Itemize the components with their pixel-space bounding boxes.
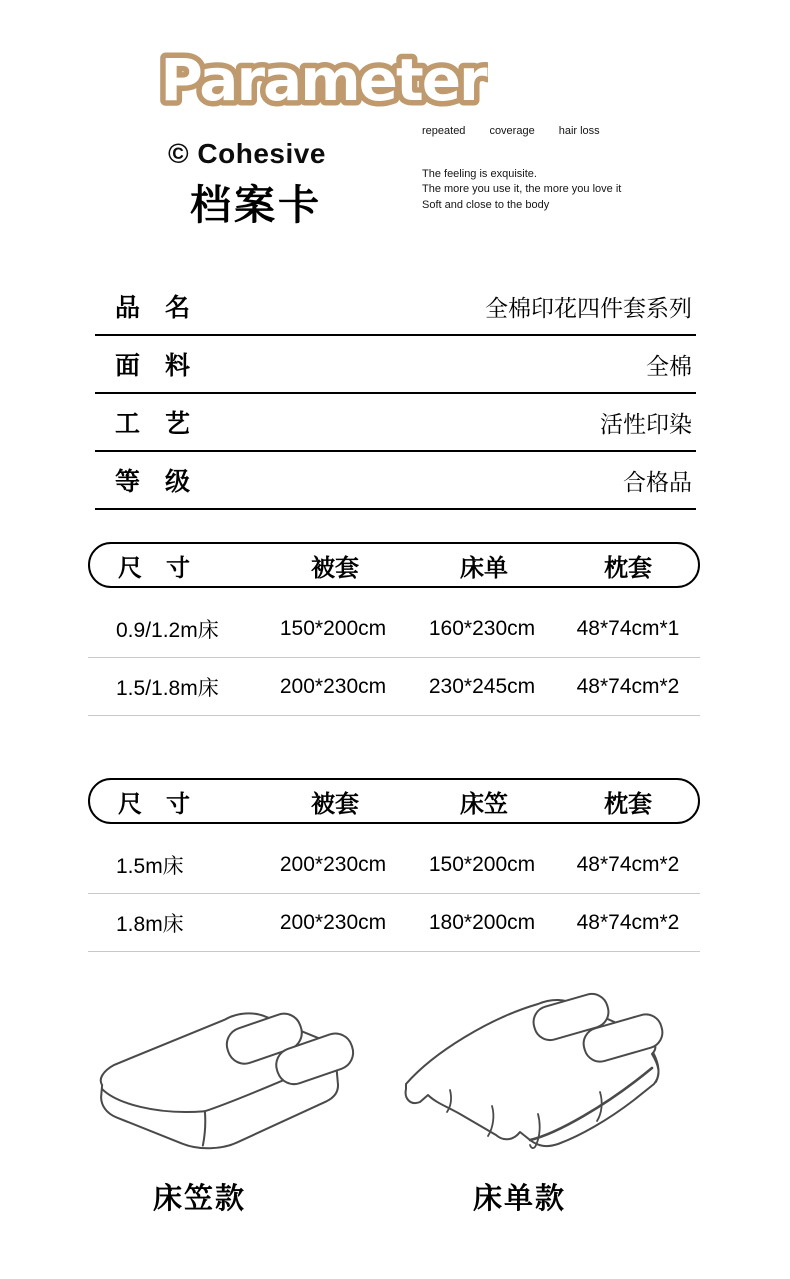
spec-label: 品 名 (115, 294, 191, 322)
spec-value: 全棉印花四件套系列 (485, 294, 692, 321)
column-header-size: 尺 寸 (118, 554, 190, 582)
column-header-flat-sheet: 床单 (460, 554, 508, 582)
cell-duvet-cover: 200*230cm (279, 674, 387, 698)
cell-duvet-cover: 200*230cm (279, 852, 387, 876)
cell-bed-size: 1.5m床 (116, 854, 184, 878)
cell-fitted-sheet: 150*200cm (428, 852, 536, 876)
keyword-hair-loss: hair loss (558, 125, 600, 137)
cell-bed-size: 0.9/1.2m床 (116, 618, 219, 642)
spec-value: 活性印染 (600, 410, 692, 437)
cell-pillowcase: 48*74cm*2 (576, 910, 680, 934)
column-header-duvet-cover: 被套 (311, 790, 359, 818)
tagline-line: The more you use it, the more you love it (422, 183, 622, 196)
table-row (88, 600, 700, 658)
column-header-fitted-sheet: 床笠 (460, 790, 508, 818)
tagline (422, 167, 621, 213)
size-table-header-pill (88, 778, 700, 824)
cell-bed-size: 1.5/1.8m床 (116, 676, 219, 700)
tagline-line: The feeling is exquisite. (422, 168, 537, 180)
fitted-sheet-bed-illustration (86, 1000, 358, 1162)
card-name: 档案卡 (190, 182, 322, 228)
size-table-rows (88, 836, 700, 952)
cell-pillowcase: 48*74cm*2 (576, 852, 680, 876)
size-table-fitted-sheet-set (88, 778, 700, 952)
table-row (88, 836, 700, 894)
size-table-flat-sheet-set (88, 542, 700, 716)
parameter-title (158, 36, 488, 120)
cell-pillowcase: 48*74cm*2 (576, 674, 680, 698)
cell-flat-sheet: 160*230cm (428, 616, 536, 640)
spec-label: 等 级 (115, 468, 191, 496)
keyword-list (422, 125, 600, 137)
table-row (88, 658, 700, 716)
page-title-text: Parameter (160, 46, 486, 114)
tagline-line: Soft and close to the body (422, 198, 550, 211)
cell-fitted-sheet: 180*200cm (428, 910, 536, 934)
column-header-pillowcase: 枕套 (604, 790, 652, 818)
column-header-pillowcase: 枕套 (604, 554, 652, 582)
spec-value: 合格品 (623, 468, 692, 495)
cell-duvet-cover: 150*200cm (279, 616, 387, 640)
column-header-size: 尺 寸 (118, 790, 190, 818)
keyword-coverage: coverage (489, 125, 535, 137)
fitted-sheet-style-label: 床笠款 (153, 1183, 247, 1215)
cell-flat-sheet: 230*245cm (428, 674, 536, 698)
brand-name: © Cohesive (168, 138, 326, 169)
spec-row-grade (95, 452, 696, 510)
spec-table (95, 278, 696, 510)
size-table-rows (88, 600, 700, 716)
cell-bed-size: 1.8m床 (116, 912, 184, 936)
spec-label: 工 艺 (115, 410, 191, 438)
keyword-repeated: repeated (422, 125, 466, 137)
spec-value: 全棉 (646, 352, 692, 379)
table-row (88, 894, 700, 952)
spec-row-fabric (95, 336, 696, 394)
spec-label: 面 料 (115, 352, 191, 380)
flat-sheet-bed-illustration (396, 988, 700, 1166)
spec-row-product-name (95, 278, 696, 336)
cell-pillowcase: 48*74cm*1 (576, 616, 680, 640)
cell-duvet-cover: 200*230cm (279, 910, 387, 934)
flat-sheet-style-label: 床单款 (473, 1183, 567, 1215)
size-table-header-pill (88, 542, 700, 588)
spec-row-craft (95, 394, 696, 452)
column-header-duvet-cover: 被套 (311, 554, 359, 582)
